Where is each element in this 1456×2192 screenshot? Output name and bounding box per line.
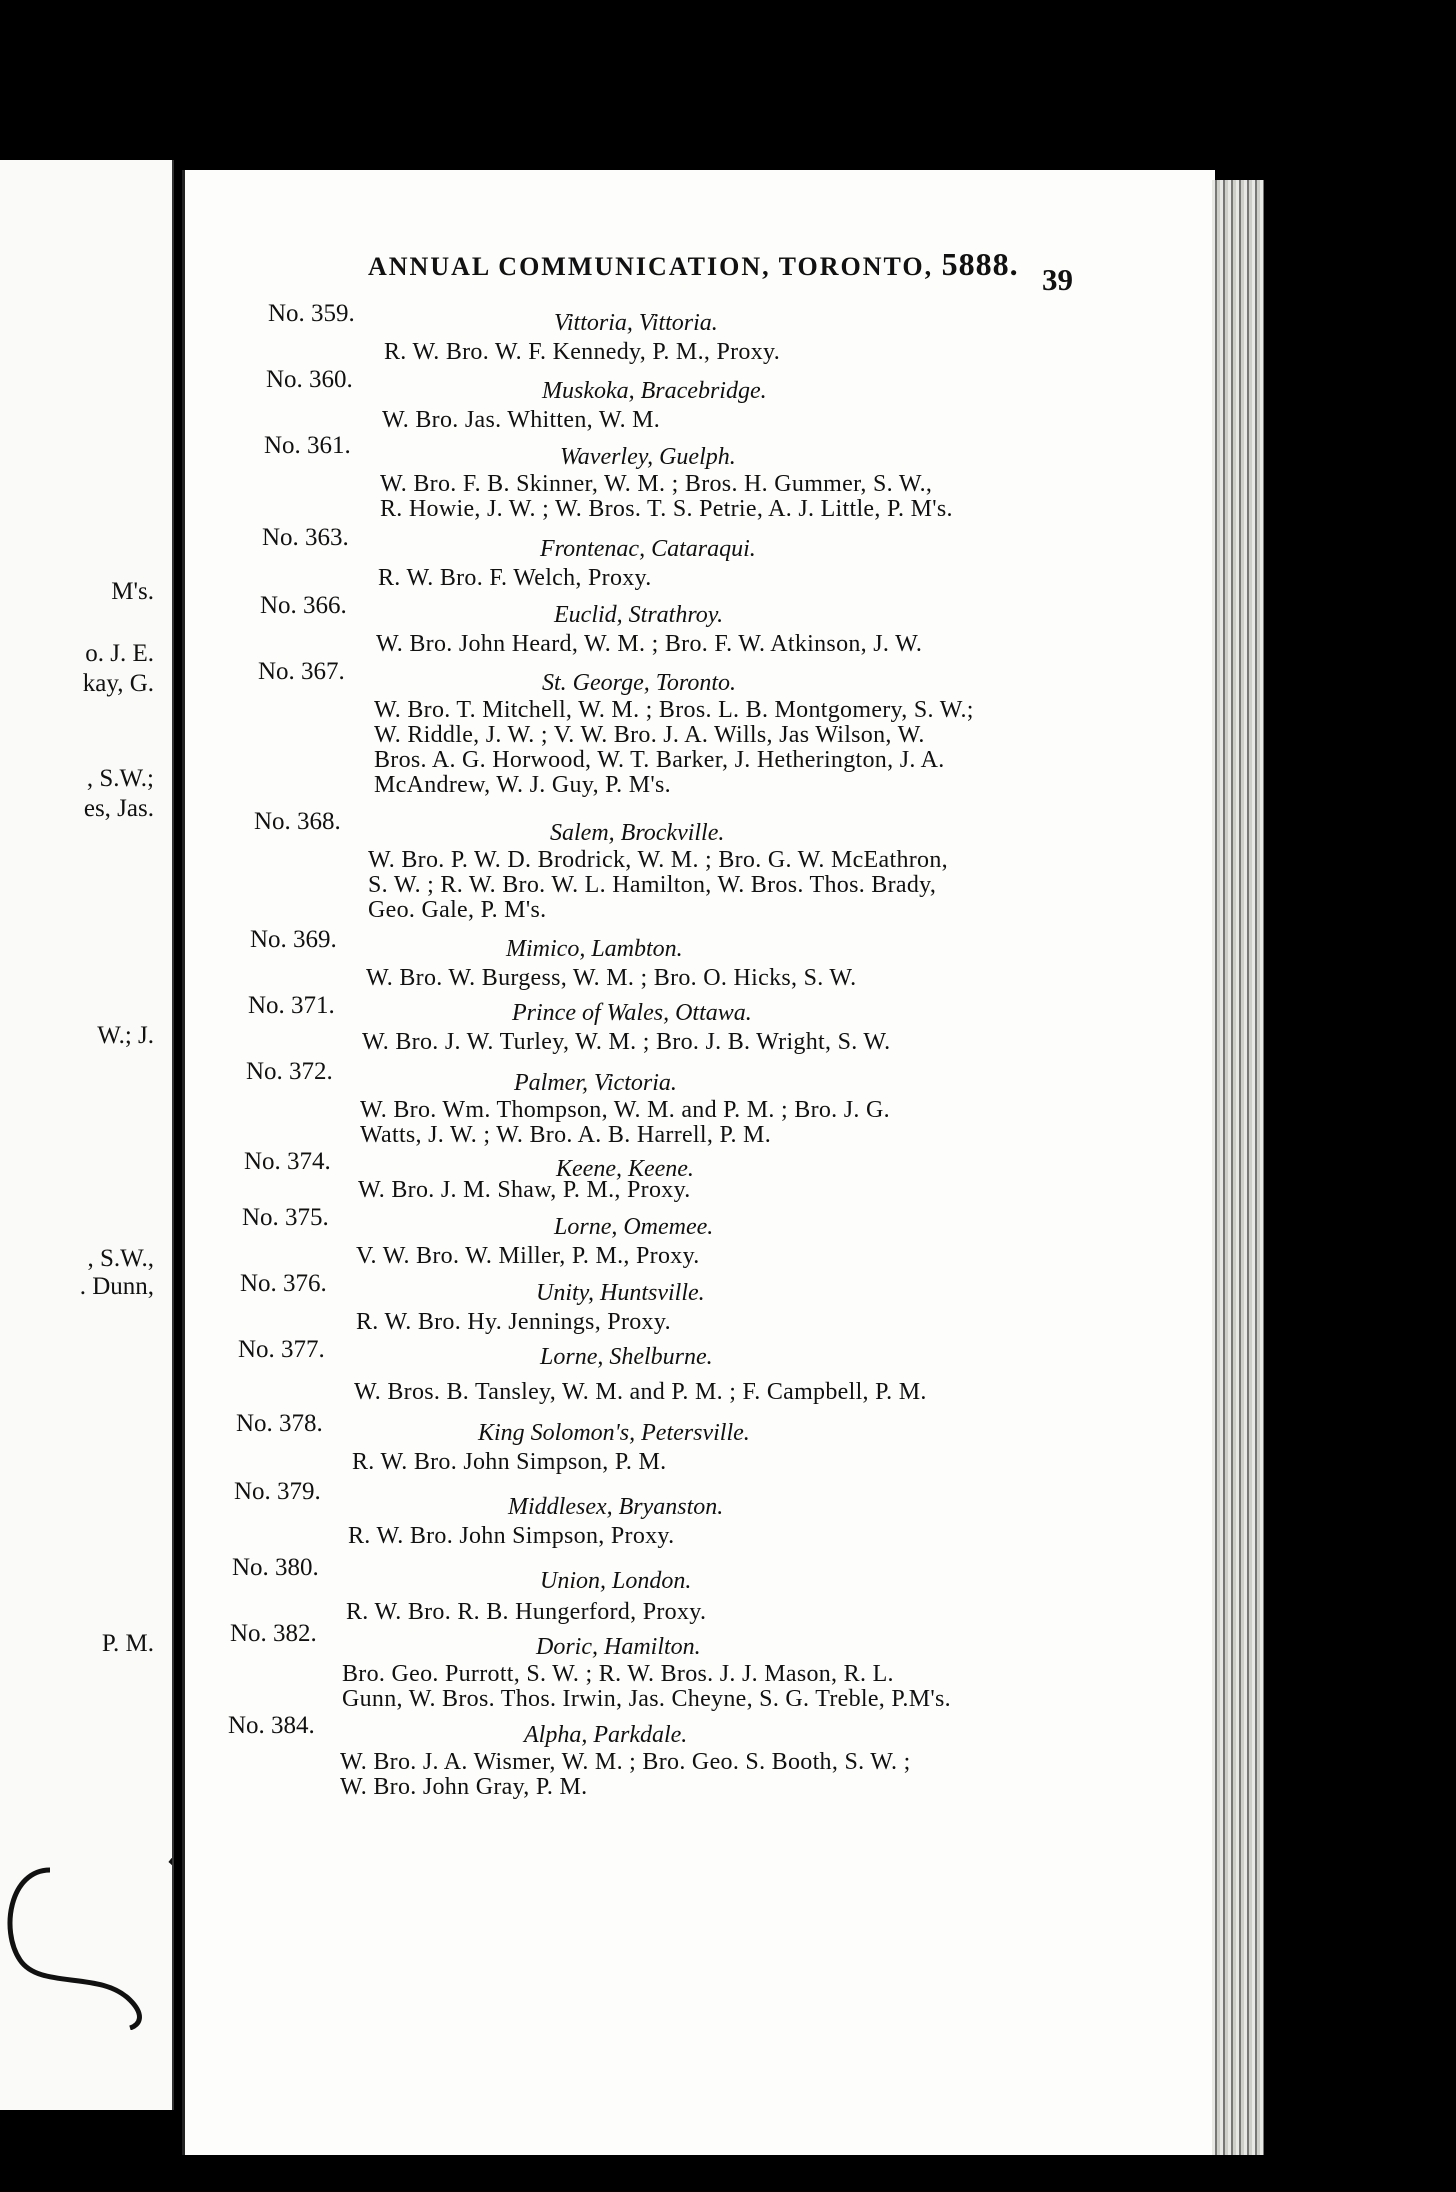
header-title: ANNUAL COMMUNICATION, TORONTO,: [368, 252, 934, 281]
lodge-attendees: R. W. Bro. W. F. Kennedy, P. M., Proxy.: [384, 339, 781, 365]
lodge-attendees: V. W. Bro. W. Miller, P. M., Proxy.: [356, 1243, 700, 1269]
lodge-number: No. 379.: [234, 1478, 321, 1505]
lodge-name: Euclid, Strathroy.: [554, 602, 724, 628]
lodge-name: Prince of Wales, Ottawa.: [512, 1000, 752, 1026]
lodge-number: No. 360.: [266, 366, 353, 393]
lodge-name: Middlesex, Bryanston.: [508, 1494, 724, 1520]
lodge-name: Salem, Brockville.: [550, 820, 725, 846]
lodge-number: No. 376.: [240, 1270, 327, 1297]
lodge-name: Doric, Hamilton.: [536, 1634, 701, 1660]
lodge-name: Unity, Huntsville.: [536, 1280, 705, 1306]
lodge-number: No. 380.: [232, 1554, 319, 1581]
lodge-number: No. 378.: [236, 1410, 323, 1437]
lodge-number: No. 368.: [254, 808, 341, 835]
left-page-fragment: M's.: [111, 578, 154, 605]
lodge-number: No. 382.: [230, 1620, 317, 1647]
lodge-number: No. 359.: [268, 300, 355, 327]
lodge-number: No. 384.: [228, 1712, 315, 1739]
lodge-attendees: R. W. Bro. F. Welch, Proxy.: [378, 565, 652, 591]
left-page-fragment: kay, G.: [82, 670, 154, 697]
lodge-name: St. George, Toronto.: [542, 670, 737, 696]
lodge-attendees: Bro. Geo. Purrott, S. W. ; R. W. Bros. J. J. Mason, R. L. Gunn, W. Bros. Thos. Irwin, Jas. Cheyne, S. G. Treble, P.M's.: [342, 1661, 951, 1712]
lodge-attendees: R. W. Bro. Hy. Jennings, Proxy.: [356, 1309, 671, 1335]
lodge-name: Muskoka, Bracebridge.: [542, 378, 767, 404]
lodge-attendees: W. Bro. F. B. Skinner, W. M. ; Bros. H. Gummer, S. W., R. Howie, J. W. ; W. Bros. T. S. Petrie, A. J. Little, P. M's.: [380, 471, 953, 522]
left-page-fragment: , S.W.,: [87, 1245, 154, 1272]
lodge-attendees: W. Bro. J. W. Turley, W. M. ; Bro. J. B. Wright, S. W.: [362, 1029, 891, 1055]
lodge-attendees: W. Bro. J. A. Wismer, W. M. ; Bro. Geo. S. Booth, S. W. ; W. Bro. John Gray, P. M.: [340, 1749, 911, 1800]
lodge-name: Keene, Keene.: [556, 1156, 694, 1182]
lodge-attendees: R. W. Bro. John Simpson, P. M.: [352, 1449, 667, 1475]
lodge-name: Alpha, Parkdale.: [524, 1722, 688, 1748]
left-page-fragment: es, Jas.: [83, 795, 154, 822]
lodge-name: Lorne, Shelburne.: [540, 1344, 713, 1370]
left-page-fragment: , S.W.;: [86, 765, 154, 792]
lodge-name: Vittoria, Vittoria.: [554, 310, 718, 336]
lodge-number: No. 366.: [260, 592, 347, 619]
lodge-name: Frontenac, Cataraqui.: [540, 536, 756, 562]
lodge-name: Union, London.: [540, 1568, 692, 1594]
lodge-number: No. 371.: [248, 992, 335, 1019]
lodge-number: No. 369.: [250, 926, 337, 953]
lodge-attendees: W. Bro. W. Burgess, W. M. ; Bro. O. Hicks, S. W.: [366, 965, 857, 991]
lodge-name: Lorne, Omemee.: [554, 1214, 714, 1240]
left-page-fragment: o. J. E.: [85, 640, 154, 667]
lodge-attendees: R. W. Bro. R. B. Hungerford, Proxy.: [346, 1599, 707, 1625]
lodge-attendees: W. Bro. P. W. D. Brodrick, W. M. ; Bro. G. W. McEathron, S. W. ; R. W. Bro. W. L. Hamilton, W. Bros. Thos. Brady, Geo. Gale, P. M's.: [368, 847, 948, 923]
lodge-number: No. 361.: [264, 432, 351, 459]
lodge-name: Waverley, Guelph.: [560, 444, 736, 470]
lodge-attendees: W. Bro. Wm. Thompson, W. M. and P. M. ; Bro. J. G. Watts, J. W. ; W. Bro. A. B. Harrell, P. M.: [360, 1097, 890, 1148]
lodge-attendees: W. Bros. B. Tansley, W. M. and P. M. ; F. Campbell, P. M.: [354, 1379, 927, 1405]
lodge-attendees: W. Bro. John Heard, W. M. ; Bro. F. W. Atkinson, J. W.: [376, 631, 923, 657]
lodge-number: No. 377.: [238, 1336, 325, 1363]
lodge-number: No. 367.: [258, 658, 345, 685]
lodge-name: Palmer, Victoria.: [514, 1070, 677, 1096]
header-year: 5888.: [941, 246, 1019, 282]
lodge-attendees: W. Bro. T. Mitchell, W. M. ; Bros. L. B. Montgomery, S. W.; W. Riddle, J. W. ; V. W. Bro. J. A. Wills, Jas Wilson, W. Bros. A. G. Horwood, W. T. Barker, J. Hetherington, J. A. McAndrew, W. J. Guy, P. M's.: [374, 697, 974, 798]
lodge-name: Mimico, Lambton.: [506, 936, 683, 962]
lodge-number: No. 363.: [262, 524, 349, 551]
lodge-number: No. 375.: [242, 1204, 329, 1231]
page-number: 39: [1042, 262, 1073, 297]
lodge-attendees: W. Bro. Jas. Whitten, W. M.: [382, 407, 661, 433]
lodge-attendees: W. Bro. J. M. Shaw, P. M., Proxy.: [358, 1177, 691, 1203]
lodge-attendees: R. W. Bro. John Simpson, Proxy.: [348, 1523, 675, 1549]
left-page-fragment: . Dunn,: [79, 1273, 154, 1300]
left-page-fragment: P. M.: [101, 1630, 154, 1657]
left-page-fragment: W.; J.: [97, 1022, 154, 1049]
lodge-name: King Solomon's, Petersville.: [478, 1420, 750, 1446]
lodge-number: No. 372.: [246, 1058, 333, 1085]
lodge-number: No. 374.: [244, 1148, 331, 1175]
